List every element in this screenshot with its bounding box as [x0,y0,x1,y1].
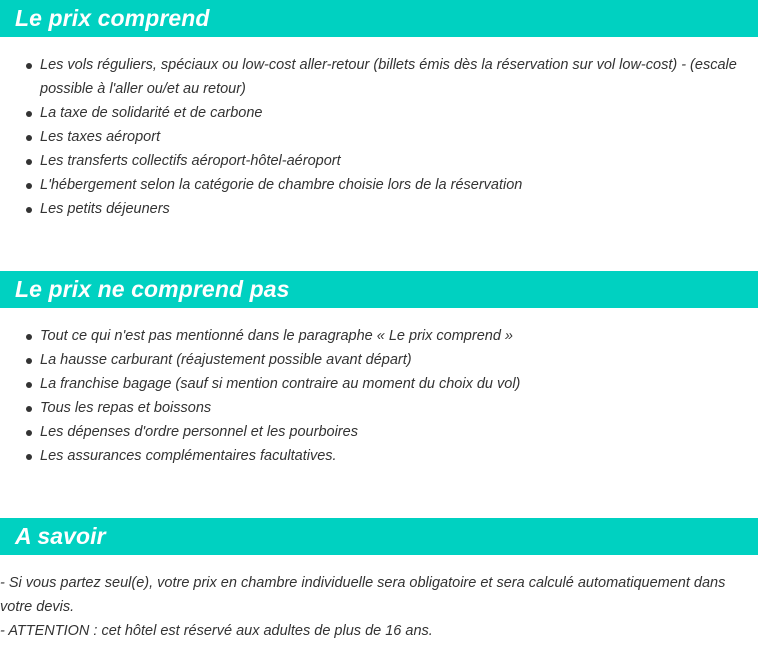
list-item-text: Les transferts collectifs aéroport-hôtel-aéroport [40,153,341,169]
section-header-prix-comprend [0,0,758,37]
bullet-icon [26,135,32,141]
bullet-icon [26,454,32,460]
list-item [0,396,740,420]
list-item [0,444,740,468]
list-item-text: Les petits déjeuners [40,201,170,217]
list-item-text: Les vols réguliers, spéciaux ou low-cost aller-retour (billets émis dès la réservation sur vol low-cost) - (escale possible à l'aller ou/et au retour) [40,57,737,97]
list-item [0,197,740,221]
note-paragraph: - ATTENTION : cet hôtel est réservé aux adultes de plus de 16 ans. [0,623,433,639]
section-title: Le prix ne comprend pas [15,276,290,302]
list-item [0,101,740,125]
list-item-text: Tout ce qui n'est pas mentionné dans le paragraphe « Le prix comprend » [40,328,513,344]
note-paragraph: - Si vous partez seul(e), votre prix en chambre individuelle sera obligatoire et sera calculé automatiquement dans votre devis. [0,575,726,615]
bullet-icon [26,382,32,388]
list-item [0,372,740,396]
bullet-icon [26,63,32,69]
list-item [0,125,740,149]
bullet-icon [26,111,32,117]
included-list [0,53,740,221]
bullet-icon [26,159,32,165]
section-title: Le prix comprend [15,5,210,31]
bullet-icon [26,406,32,412]
list-item [0,420,740,444]
list-item [0,324,740,348]
bullet-icon [26,207,32,213]
list-item-text: Les dépenses d'ordre personnel et les pourboires [40,424,358,440]
list-item [0,348,740,372]
list-item [0,173,740,197]
section-header-prix-ne-comprend-pas [0,271,758,308]
bullet-icon [26,430,32,436]
list-item-text: La franchise bagage (sauf si mention contraire au moment du choix du vol) [40,376,521,392]
list-item-text: Tous les repas et boissons [40,400,212,416]
section-header-a-savoir [0,518,758,555]
list-item-text: Les assurances complémentaires facultatives. [40,448,337,464]
list-item-text: La hausse carburant (réajustement possible avant départ) [40,352,412,368]
bullet-icon [26,334,32,340]
list-item [0,149,740,173]
list-item-text: L'hébergement selon la catégorie de chambre choisie lors de la réservation [40,177,523,193]
list-item-text: Les taxes aéroport [40,129,161,145]
section-title: A savoir [15,523,106,549]
bullet-icon [26,358,32,364]
notes-block [0,571,758,643]
list-item [0,53,740,101]
list-item-text: La taxe de solidarité et de carbone [40,105,263,121]
excluded-list [0,324,740,468]
bullet-icon [26,183,32,189]
